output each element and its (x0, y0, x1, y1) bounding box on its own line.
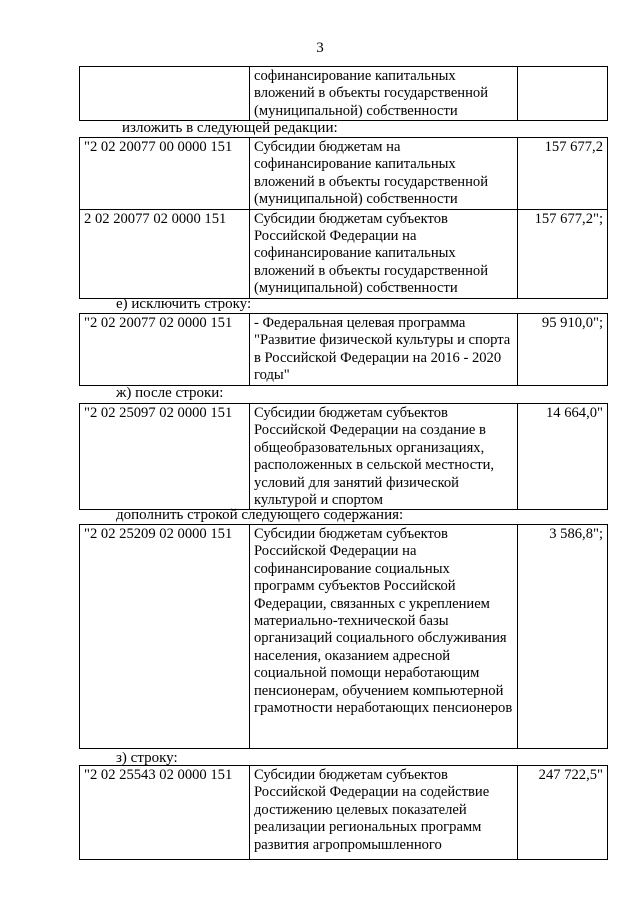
budget-table-new-edition (79, 137, 608, 299)
amount-cell: 14 664,0" (518, 404, 608, 510)
description-cell: Субсидии бюджетам субъектов Российской Федерации на создание в общеобразовательных организациях, расположенных в сельской местности, условий для занятий физической культурой и спортом (250, 404, 518, 510)
table-row (80, 67, 608, 121)
code-cell (80, 67, 250, 121)
description-cell: - Федеральная целевая программа "Развитие физической культуры и спорта в Российской Федерации на 2016 - 2020 годы" (250, 314, 518, 386)
section-caption: дополнить строкой следующего содержания: (116, 507, 404, 523)
code-cell: "2 02 25209 02 0000 151 (80, 525, 250, 749)
amount-cell (518, 67, 608, 121)
description-cell: Субсидии бюджетам субъектов Российской Федерации на содействие достижению целевых показателей реализации региональных программ развития агропромышленного (250, 766, 518, 860)
amount-cell: 157 677,2 (518, 138, 608, 210)
code-cell: "2 02 25097 02 0000 151 (80, 404, 250, 510)
section-caption: е) исключить строку: (116, 296, 252, 312)
budget-table-row-to-replace (79, 765, 608, 860)
description-cell: Субсидии бюджетам субъектов Российской Федерации на софинансирование социальных программ субъектов Российской Федерации, связанных с укреплением материально-технической базы организаций социального обслуживания населения, оказанием адресной социальной помощи неработающим пенсионерам, обучением компьютерной грамотности неработающих пенсионеров (250, 525, 518, 749)
budget-table-after-row (79, 403, 608, 510)
amount-cell: 95 910,0"; (518, 314, 608, 386)
table-row (80, 138, 608, 210)
budget-table-added-row (79, 524, 608, 749)
description-cell: Субсидии бюджетам субъектов Российской Федерации на софинансирование капитальных вложений в объекты государственной (муниципальной) собственности (250, 209, 518, 298)
table-row (80, 314, 608, 386)
code-cell: 2 02 20077 02 0000 151 (80, 209, 250, 298)
section-caption: ж) после строки: (116, 385, 224, 401)
table-row (80, 766, 608, 860)
budget-table-continuation (79, 66, 608, 121)
section-caption: изложить в следующей редакции: (122, 120, 338, 136)
amount-cell: 3 586,8"; (518, 525, 608, 749)
table-row (80, 209, 608, 298)
table-row (80, 525, 608, 749)
code-cell: "2 02 20077 00 0000 151 (80, 138, 250, 210)
description-cell: Субсидии бюджетам на софинансирование капитальных вложений в объекты государственной (муниципальной) собственности (250, 138, 518, 210)
amount-cell: 157 677,2"; (518, 209, 608, 298)
description-cell: софинансирование капитальных вложений в объекты государственной (муниципальной) собственности (250, 67, 518, 121)
budget-table-removed-row (79, 313, 608, 386)
section-caption: з) строку: (116, 750, 178, 766)
amount-cell: 247 722,5" (518, 766, 608, 860)
page-number: 3 (316, 40, 324, 56)
code-cell: "2 02 25543 02 0000 151 (80, 766, 250, 860)
code-cell: "2 02 20077 02 0000 151 (80, 314, 250, 386)
table-row (80, 404, 608, 510)
